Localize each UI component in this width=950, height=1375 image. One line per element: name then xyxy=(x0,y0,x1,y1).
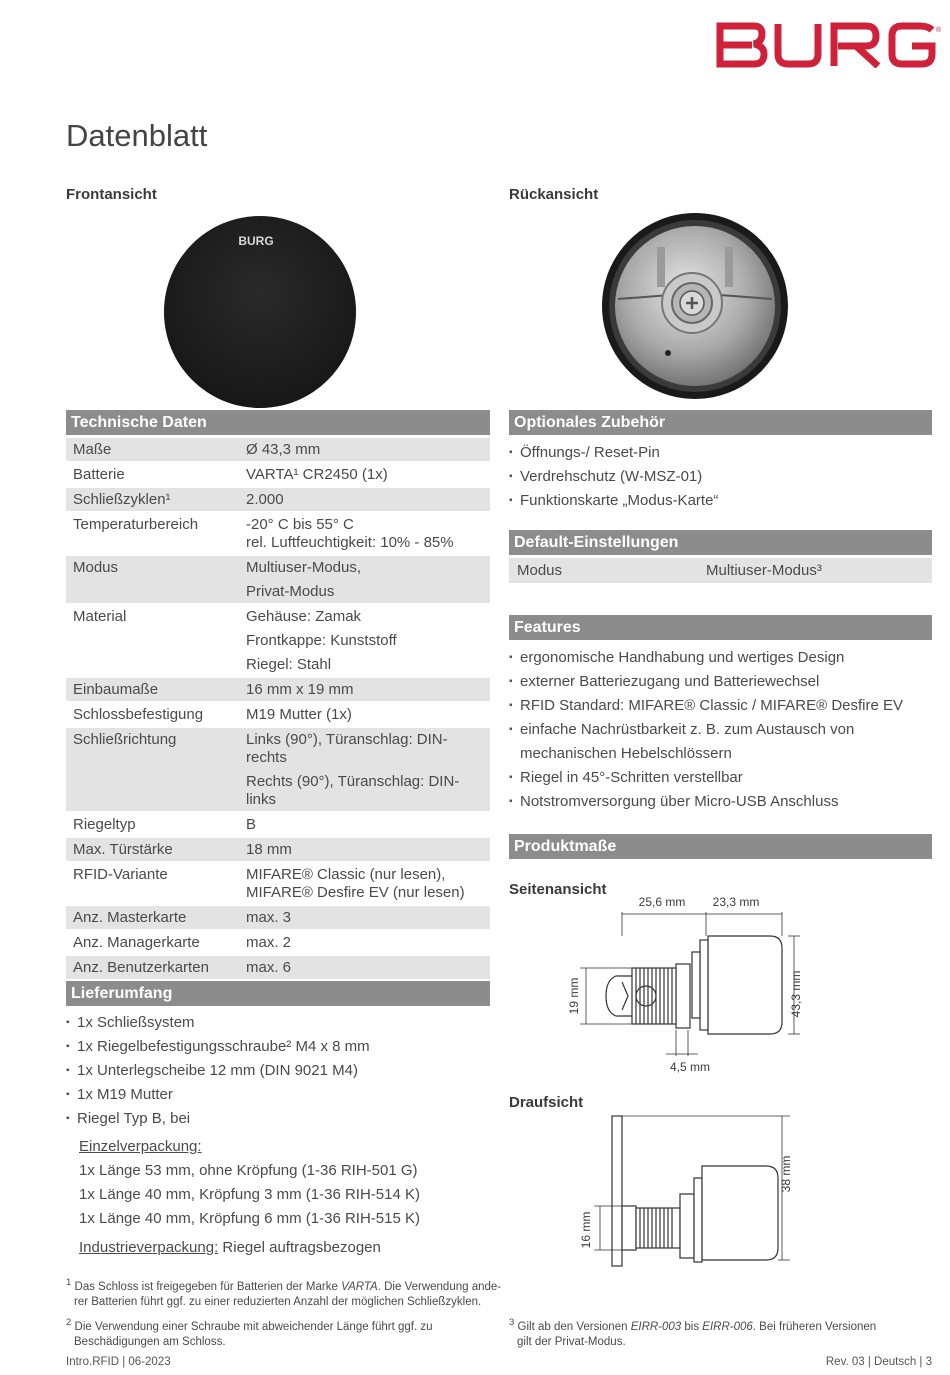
list-item-text: einfache Nachrüstbarkeit z. B. zum Austausch von xyxy=(520,721,855,738)
dim-43-3: 43,3 mm xyxy=(789,970,803,1018)
row-value-line: max. 6 xyxy=(246,959,292,976)
list-item-text: 1x M19 Mutter xyxy=(77,1086,173,1103)
row-key: Anz. Masterkarte xyxy=(66,905,239,930)
table-row xyxy=(66,702,490,727)
list-item-text: externer Batteriezugang und Batteriewechsel xyxy=(520,673,820,690)
section-header-zubehoer: Optionales Zubehör xyxy=(509,410,932,435)
row-value-line: Multiuser-Modus, xyxy=(246,559,362,576)
row-value-line: VARTA¹ CR2450 (1x) xyxy=(246,466,388,483)
row-value-line: -20° C bis 55° C xyxy=(246,516,354,533)
list-item xyxy=(66,1083,490,1107)
side-view-drawing xyxy=(560,890,820,1080)
dim-19: 19 mm xyxy=(567,977,581,1015)
dim-38: 38 mm xyxy=(779,1155,793,1193)
list-item-text: Funktionskarte „Modus-Karte“ xyxy=(520,492,719,509)
row-key: Max. Türstärke xyxy=(66,837,239,862)
row-value xyxy=(239,727,490,812)
industrieverpackung-line xyxy=(79,1236,420,1260)
row-value xyxy=(239,955,490,980)
row-value xyxy=(239,837,490,862)
list-item xyxy=(509,489,932,513)
back-view-image xyxy=(600,211,790,401)
row-key: Batterie xyxy=(66,462,239,487)
row-value-line: Links (90°), Türanschlag: DIN-rechts xyxy=(246,731,448,766)
row-value xyxy=(239,487,490,512)
footer-right: Rev. 03 | Deutsch | 3 xyxy=(825,1356,932,1368)
table-row xyxy=(66,462,490,487)
row-value xyxy=(239,702,490,727)
row-value-line: Frontkappe: Kunststoff xyxy=(246,632,397,649)
list-item-continuation: mechanischen Hebelschlössern xyxy=(520,745,732,762)
table-row xyxy=(66,955,490,980)
footnote-2: $^2$ Die Verwendung einer Schraube mit abweichender Länge führt ggf. zu Beschädigungen am Schloss. xyxy=(66,1317,433,1348)
list-item xyxy=(66,1011,490,1035)
einzelverpackung-item: 1x Länge 53 mm, ohne Kröpfung (1-36 RIH-501 G) xyxy=(79,1162,418,1179)
list-item xyxy=(509,441,932,465)
section-header-produktmasse: Produktmaße xyxy=(509,834,932,859)
row-value-line: B xyxy=(246,816,257,833)
row-value xyxy=(239,604,490,677)
list-item-text: Riegel Typ B, bei xyxy=(77,1110,191,1127)
list-item xyxy=(509,790,932,814)
table-row xyxy=(66,438,490,462)
table-row xyxy=(66,555,490,604)
row-key: Temperaturbereich xyxy=(66,512,239,555)
row-value-line: MIFARE® Classic (nur lesen), xyxy=(246,866,446,883)
list-item-text: RFID Standard: MIFARE® Classic / MIFARE® Desfire EV xyxy=(520,697,904,714)
table-row xyxy=(66,487,490,512)
row-value-line: rel. Luftfeuchtigkeit: 10% - 85% xyxy=(246,534,454,551)
features-list xyxy=(509,646,932,814)
section-header-lieferumfang: Lieferumfang xyxy=(66,981,490,1006)
row-value-line: Gehäuse: Zamak xyxy=(246,608,362,625)
front-logo: BURG xyxy=(238,234,274,248)
list-item xyxy=(509,646,932,670)
default-row xyxy=(509,558,932,583)
list-item-text: Verdrehschutz (W-MSZ-01) xyxy=(520,468,703,485)
einzelverpackung-item: 1x Länge 40 mm, Kröpfung 3 mm (1-36 RIH-514 K) xyxy=(79,1186,420,1203)
dim-23-3: 23,3 mm xyxy=(712,895,760,909)
seitenansicht-label: Seitenansicht xyxy=(509,881,607,898)
row-value-line: 2.000 xyxy=(246,491,284,508)
table-row xyxy=(66,862,490,905)
table-row xyxy=(66,905,490,930)
table-row xyxy=(66,677,490,702)
einzelverpackung-item: 1x Länge 40 mm, Kröpfung 6 mm (1-36 RIH-515 K) xyxy=(79,1210,420,1227)
row-value-line: MIFARE® Desfire EV (nur lesen) xyxy=(246,884,465,901)
row-value xyxy=(239,555,490,604)
table-row xyxy=(66,512,490,555)
section-header-technische-daten: Technische Daten xyxy=(66,410,490,435)
list-item xyxy=(509,694,932,718)
row-key: Material xyxy=(66,604,239,677)
burg-logo xyxy=(716,22,942,68)
row-value xyxy=(239,677,490,702)
einzelverpackung-label: Einzelverpackung: xyxy=(79,1138,202,1155)
row-key: Modus xyxy=(66,555,239,604)
dim-4-5: 4,5 mm xyxy=(669,1060,711,1074)
list-item xyxy=(509,670,932,694)
table-row xyxy=(66,812,490,837)
section-header-features: Features xyxy=(509,615,932,640)
table-row xyxy=(66,604,490,677)
row-value-line: Privat-Modus xyxy=(246,583,335,600)
footnote-1: $^1$ Das Schloss ist freigegeben für Batterien der Marke VARTA. Die Verwendung ande- rer Batterien führt ggf. zu einer reduzierten Anzahl der möglichen Schließzyklen. xyxy=(66,1277,502,1308)
row-value-line: Ø 43,3 mm xyxy=(246,441,321,458)
table-row xyxy=(66,930,490,955)
table-row xyxy=(66,837,490,862)
footer-left: Intro.RFID | 06-2023 xyxy=(66,1356,171,1368)
row-value xyxy=(239,438,490,462)
footnote-3: $^3$ Gilt ab den Versionen EIRR-003 bis EIRR-006. Bei früheren Versionen gilt der Privat-Modus. xyxy=(509,1317,877,1348)
section-header-default: Default-Einstellungen xyxy=(509,530,932,555)
table-row xyxy=(66,727,490,812)
row-key: Einbaumaße xyxy=(66,677,239,702)
front-view-label: Frontansicht xyxy=(66,186,157,203)
technical-data-table xyxy=(66,438,490,981)
page-title: Datenblatt xyxy=(66,118,208,153)
row-value-line: Riegel: Stahl xyxy=(246,656,332,673)
row-value xyxy=(239,930,490,955)
row-value-line: 16 mm x 19 mm xyxy=(246,681,354,698)
row-value-line: 18 mm xyxy=(246,841,292,858)
top-view-drawing xyxy=(560,1110,820,1280)
dim-16: 16 mm xyxy=(579,1211,593,1249)
row-value-line: Rechts (90°), Türanschlag: DIN-links xyxy=(246,773,460,808)
row-value-line: max. 2 xyxy=(246,934,292,951)
default-key: Modus xyxy=(517,562,563,579)
industrieverpackung-label: Industrieverpackung: xyxy=(79,1239,219,1256)
row-key: RFID-Variante xyxy=(66,862,239,905)
list-item xyxy=(509,465,932,489)
row-key: Riegeltyp xyxy=(66,812,239,837)
list-item-text: ergonomische Handhabung und wertiges Design xyxy=(520,649,845,666)
list-item-text: 1x Schließsystem xyxy=(77,1014,195,1031)
row-value xyxy=(239,512,490,555)
dim-25-6: 25,6 mm xyxy=(638,895,686,909)
list-item xyxy=(509,766,932,790)
list-item-text: 1x Unterlegscheibe 12 mm (DIN 9021 M4) xyxy=(77,1062,358,1079)
row-value-line: M19 Mutter (1x) xyxy=(246,706,352,723)
row-key: Schlossbefestigung xyxy=(66,702,239,727)
list-item xyxy=(66,1107,490,1131)
list-item-text: Riegel in 45°-Schritten verstellbar xyxy=(520,769,743,786)
row-value xyxy=(239,905,490,930)
front-view-image xyxy=(163,215,357,409)
lieferumfang-list xyxy=(66,1011,490,1131)
list-item xyxy=(509,718,932,766)
row-key: Anz. Benutzerkarten xyxy=(66,955,239,980)
list-item xyxy=(66,1035,490,1059)
list-item xyxy=(66,1059,490,1083)
draufsicht-label: Draufsicht xyxy=(509,1094,584,1111)
row-key: Schließzyklen¹ xyxy=(66,487,239,512)
row-key: Anz. Managerkarte xyxy=(66,930,239,955)
back-view-label: Rückansicht xyxy=(509,186,599,203)
default-value: Multiuser-Modus³ xyxy=(706,562,822,579)
einzelverpackung-list xyxy=(79,1159,420,1231)
row-value xyxy=(239,462,490,487)
row-value-line: max. 3 xyxy=(246,909,292,926)
row-key: Maße xyxy=(66,438,239,462)
row-value xyxy=(239,862,490,905)
zubehoer-list xyxy=(509,441,932,513)
svg-text:®: ® xyxy=(936,27,942,34)
row-value xyxy=(239,812,490,837)
list-item-text: 1x Riegelbefestigungsschraube² M4 x 8 mm xyxy=(77,1038,370,1055)
list-item-text: Öffnungs-/ Reset-Pin xyxy=(520,444,660,461)
industrieverpackung-text: Riegel auftragsbezogen xyxy=(218,1239,381,1256)
list-item-text: Notstromversorgung über Micro-USB Anschluss xyxy=(520,793,839,810)
row-key: Schließrichtung xyxy=(66,727,239,812)
